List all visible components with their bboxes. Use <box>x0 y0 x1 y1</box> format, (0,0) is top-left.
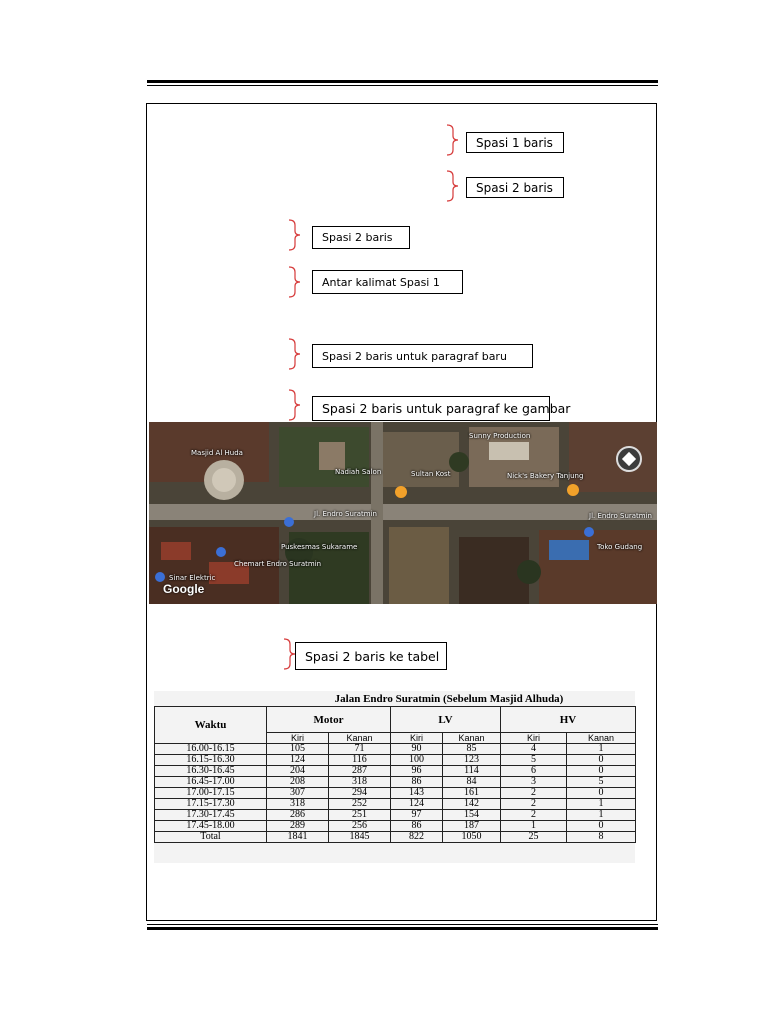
subheader-cell: Kanan <box>329 733 391 744</box>
annotation-spasi-1-baris <box>466 132 564 153</box>
time-cell: 16.15-16.30 <box>155 755 267 766</box>
table-title: Jalan Endro Suratmin (Sebelum Masjid Alhuda) <box>334 693 564 705</box>
count-cell: 105 <box>267 744 329 755</box>
table-row <box>155 744 636 755</box>
map-label-nadiah-salon: Nadiah Salon <box>335 468 382 476</box>
table-row <box>155 788 636 799</box>
subheader-cell: Kiri <box>391 733 443 744</box>
annotation-spasi-2-baris-second <box>312 226 410 249</box>
count-cell: 86 <box>391 821 443 832</box>
count-cell: 154 <box>443 810 501 821</box>
time-cell: 16.30-16.45 <box>155 766 267 777</box>
count-cell: 1050 <box>443 832 501 843</box>
bottom-double-rule-thin <box>147 924 658 925</box>
annotation-paragraf-baru <box>312 344 533 368</box>
count-cell: 251 <box>329 810 391 821</box>
map-label-sultan-kost: Sultan Kost <box>411 470 451 478</box>
table-row <box>155 821 636 832</box>
count-cell: 0 <box>567 766 636 777</box>
count-cell: 161 <box>443 788 501 799</box>
traffic-count-table <box>154 706 636 843</box>
map-label-chemart: Chemart Endro Suratmin <box>234 560 322 568</box>
count-cell: 256 <box>329 821 391 832</box>
annotation-text: Spasi 2 baris ke tabel <box>305 648 440 664</box>
compass-icon[interactable] <box>616 446 642 472</box>
count-cell: 2 <box>501 788 567 799</box>
map-label-toko: Toko Gudang <box>597 543 643 551</box>
count-cell: 5 <box>567 777 636 788</box>
count-cell: 90 <box>391 744 443 755</box>
subheader-cell: Kanan <box>443 733 501 744</box>
count-cell: 0 <box>567 755 636 766</box>
annotation-text: Antar kalimat Spasi 1 <box>322 275 440 289</box>
time-cell: 17.00-17.15 <box>155 788 267 799</box>
count-cell: 0 <box>567 788 636 799</box>
count-cell: 1841 <box>267 832 329 843</box>
count-cell: 3 <box>501 777 567 788</box>
count-cell: 0 <box>567 821 636 832</box>
map-label-sunny: Sunny Production <box>469 432 531 440</box>
count-cell: 286 <box>267 810 329 821</box>
count-cell: 2 <box>501 810 567 821</box>
annotation-text: Spasi 2 baris <box>322 231 393 244</box>
brace-icon <box>287 219 301 251</box>
count-cell: 822 <box>391 832 443 843</box>
count-cell: 96 <box>391 766 443 777</box>
annotation-paragraf-ke-gambar <box>312 396 571 421</box>
brace-icon <box>445 170 459 202</box>
map-label-sinar: Sinar Elektric <box>169 574 216 582</box>
count-cell: 5 <box>501 755 567 766</box>
count-cell: 252 <box>329 799 391 810</box>
brace-icon <box>445 124 459 156</box>
count-cell: 100 <box>391 755 443 766</box>
table-row <box>155 810 636 821</box>
map-label-nicks-bakery: Nick's Bakery Tanjung <box>507 472 584 480</box>
count-cell: 124 <box>391 799 443 810</box>
annotation-text: Spasi 2 baris untuk paragraf baru <box>322 349 507 363</box>
time-cell: Total <box>155 832 267 843</box>
map-label-puskesmas: Puskesmas Sukarame <box>281 543 358 551</box>
annotation-text: Spasi 2 baris untuk paragraf ke gambar <box>322 401 571 416</box>
brace-icon <box>287 266 301 298</box>
count-cell: 6 <box>501 766 567 777</box>
count-cell: 71 <box>329 744 391 755</box>
count-cell: 85 <box>443 744 501 755</box>
time-cell: 17.45-18.00 <box>155 821 267 832</box>
table-row <box>155 755 636 766</box>
count-cell: 1 <box>567 799 636 810</box>
count-cell: 124 <box>267 755 329 766</box>
table-row <box>155 799 636 810</box>
bottom-double-rule-thick <box>147 927 658 930</box>
map-label-masjid: Masjid Al Huda <box>191 449 243 457</box>
count-cell: 123 <box>443 755 501 766</box>
annotation-spasi-2-baris <box>466 177 564 198</box>
header-lv: LV <box>391 707 501 733</box>
time-cell: 17.30-17.45 <box>155 810 267 821</box>
top-double-rule-thin <box>147 85 658 86</box>
time-cell: 16.00-16.15 <box>155 744 267 755</box>
count-cell: 287 <box>329 766 391 777</box>
count-cell: 97 <box>391 810 443 821</box>
brace-icon <box>282 638 296 670</box>
count-cell: 86 <box>391 777 443 788</box>
count-cell: 307 <box>267 788 329 799</box>
count-cell: 116 <box>329 755 391 766</box>
count-cell: 204 <box>267 766 329 777</box>
count-cell: 187 <box>443 821 501 832</box>
header-waktu: Waktu <box>155 707 267 744</box>
subheader-cell: Kiri <box>501 733 567 744</box>
count-cell: 294 <box>329 788 391 799</box>
annotation-text: Spasi 2 baris <box>476 180 553 195</box>
count-cell: 1 <box>567 810 636 821</box>
count-cell: 318 <box>329 777 391 788</box>
subheader-cell: Kiri <box>267 733 329 744</box>
table-row <box>155 766 636 777</box>
count-cell: 1 <box>501 821 567 832</box>
header-hv: HV <box>501 707 636 733</box>
time-cell: 17.15-17.30 <box>155 799 267 810</box>
top-double-rule-thick <box>147 80 658 83</box>
count-cell: 84 <box>443 777 501 788</box>
satellite-map-image <box>149 422 657 604</box>
count-cell: 1845 <box>329 832 391 843</box>
count-cell: 289 <box>267 821 329 832</box>
map-label-road-left: Jl. Endro Suratmin <box>314 510 377 518</box>
table-row <box>155 777 636 788</box>
map-label-road-right: Jl. Endro Suratmin <box>589 512 652 520</box>
annotation-text: Spasi 1 baris <box>476 135 553 150</box>
count-cell: 142 <box>443 799 501 810</box>
count-cell: 25 <box>501 832 567 843</box>
annotation-antar-kalimat <box>312 270 463 294</box>
time-cell: 16.45-17.00 <box>155 777 267 788</box>
brace-icon <box>287 389 301 421</box>
count-cell: 318 <box>267 799 329 810</box>
header-motor: Motor <box>267 707 391 733</box>
google-logo: Google <box>163 582 205 596</box>
count-cell: 143 <box>391 788 443 799</box>
count-cell: 2 <box>501 799 567 810</box>
count-cell: 114 <box>443 766 501 777</box>
annotation-ke-tabel <box>295 642 447 670</box>
count-cell: 208 <box>267 777 329 788</box>
brace-icon <box>287 338 301 370</box>
subheader-cell: Kanan <box>567 733 636 744</box>
count-cell: 4 <box>501 744 567 755</box>
count-cell: 8 <box>567 832 636 843</box>
table-row <box>155 832 636 843</box>
count-cell: 1 <box>567 744 636 755</box>
traffic-count-table-image <box>154 691 635 863</box>
